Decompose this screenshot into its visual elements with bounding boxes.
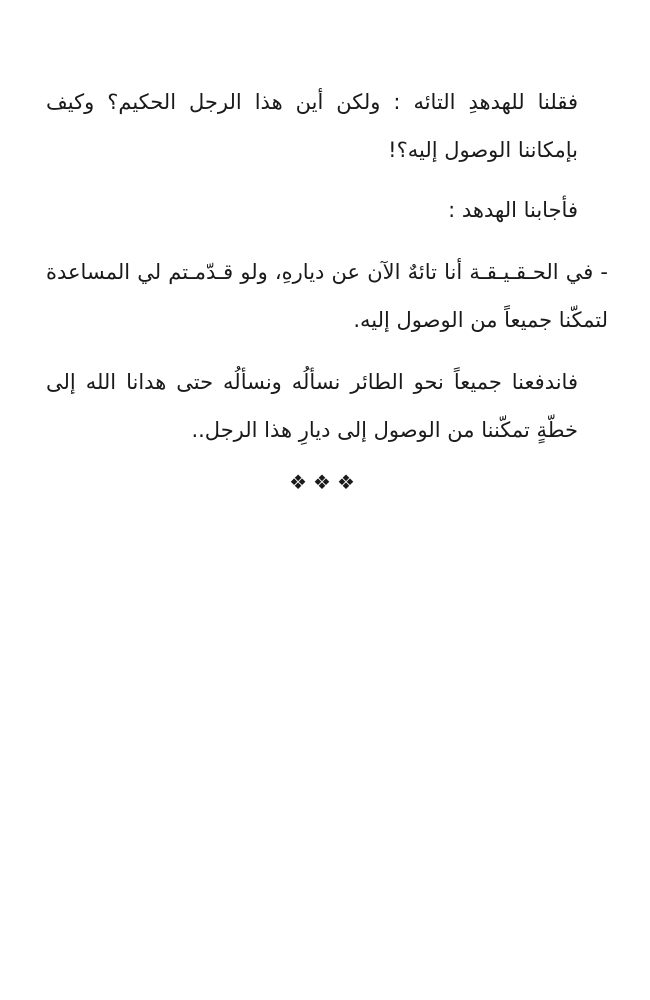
paragraph-hoopoe-answer-intro: فأجابنا الهدهد : — [448, 198, 578, 222]
section-divider-ornament: ❖❖❖ — [289, 470, 361, 494]
page-text — [46, 78, 608, 454]
paragraph-question: فقلنا للهدهدِ التائه : ولكن أين هذا الرجل الحكيم؟ وكيف بإمكاننا الوصول إليه؟! — [46, 90, 578, 162]
paragraph-hoopoe-answer: - في الحـقـيـقـة أنا تائهٌ الآن عن ديارهِ، ولو قـدّمـتم لي المساعدة لتمكّنا جميعاً من الوصول إليه. — [46, 260, 608, 332]
paragraph-plan: فاندفعنا جميعاً نحو الطائر نسألُه ونسألُه حتى هدانا الله إلى خطّةٍ تمكّننا من الوصول إلى ديارِ هذا الرجل.. — [46, 370, 578, 442]
